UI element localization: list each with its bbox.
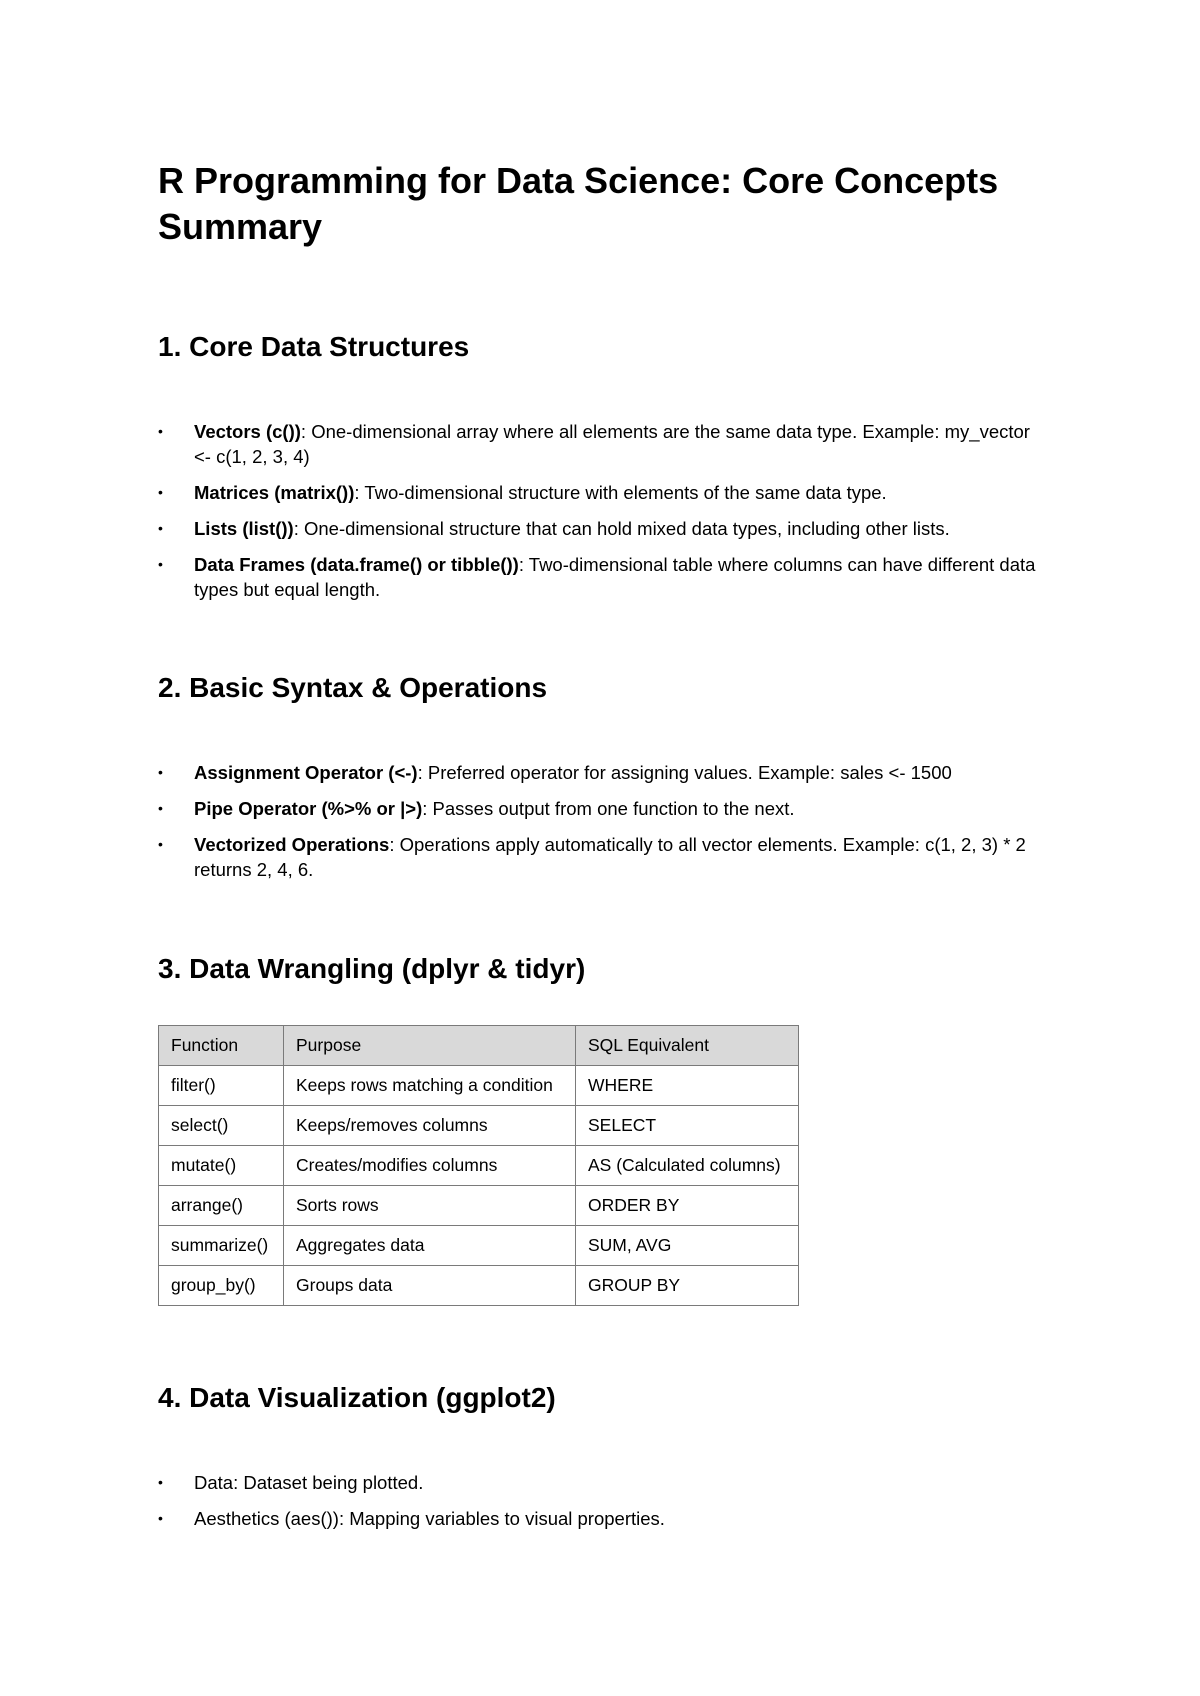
table-cell: SUM, AVG	[576, 1226, 799, 1266]
list-item-text: : Two-dimensional structure with elements of the same data type.	[354, 482, 887, 503]
list-item	[158, 480, 1038, 505]
section-heading-data-wrangling: 3. Data Wrangling (dplyr & tidyr)	[158, 953, 586, 984]
list-item	[158, 419, 1038, 469]
section-heading-data-visualization: 4. Data Visualization (ggplot2)	[158, 1382, 556, 1413]
list-item-term: Vectorized Operations	[194, 834, 390, 855]
table-cell: Keeps rows matching a condition	[284, 1066, 576, 1106]
table-cell: Creates/modifies columns	[284, 1146, 576, 1186]
table-cell: summarize()	[159, 1226, 284, 1266]
table-cell: mutate()	[159, 1146, 284, 1186]
list-item-term: Data Frames (data.frame() or tibble())	[194, 554, 519, 575]
table-cell: Sorts rows	[284, 1186, 576, 1226]
bullet-icon: •	[158, 764, 163, 780]
bullet-icon: •	[158, 484, 163, 500]
bullet-icon: •	[158, 1474, 163, 1490]
table-row	[159, 1106, 799, 1146]
list-item-term: Assignment Operator (<-)	[194, 762, 418, 783]
table-row	[159, 1226, 799, 1266]
list-item-term: Pipe Operator (%>% or |>)	[194, 798, 423, 819]
table-row	[159, 1186, 799, 1226]
section-heading-core-data-structures: 1. Core Data Structures	[158, 331, 470, 362]
list-item	[158, 516, 1038, 541]
table-row	[159, 1066, 799, 1106]
table-cell: AS (Calculated columns)	[576, 1146, 799, 1186]
list-item	[158, 832, 1038, 882]
list-item	[158, 796, 1038, 821]
list-item-term: Matrices (matrix())	[194, 482, 355, 503]
table-row	[159, 1266, 799, 1306]
bullet-icon: •	[158, 800, 163, 816]
bullet-icon: •	[158, 423, 163, 439]
list-item-term: Vectors (c())	[194, 421, 301, 442]
list-item-term: Lists (list())	[194, 518, 294, 539]
list-item	[158, 1506, 1038, 1531]
bullet-icon: •	[158, 1510, 163, 1526]
table-cell: group_by()	[159, 1266, 284, 1306]
list-item	[158, 760, 1038, 785]
core-data-structures-list	[158, 419, 1038, 613]
list-item-text: : Operations apply automatically to all vector elements. Example: c(1, 2, 3) * 2 returns 2, 4, 6.	[194, 834, 1026, 880]
list-item-text: : Passes output from one function to the next.	[422, 798, 795, 819]
table-cell: ORDER BY	[576, 1186, 799, 1226]
table-cell: Groups data	[284, 1266, 576, 1306]
column-header: Function	[159, 1026, 284, 1066]
list-item-text: : One-dimensional structure that can hold mixed data types, including other lists.	[293, 518, 950, 539]
list-item-text: : Preferred operator for assigning values. Example: sales <- 1500	[417, 762, 952, 783]
column-header: Purpose	[284, 1026, 576, 1066]
basic-syntax-list	[158, 760, 1038, 893]
list-item-text: : Two-dimensional table where columns can have different data types but equal length.	[194, 554, 1036, 600]
table-header-row	[159, 1026, 799, 1066]
table-cell: Keeps/removes columns	[284, 1106, 576, 1146]
column-header: SQL Equivalent	[576, 1026, 799, 1066]
table-cell: GROUP BY	[576, 1266, 799, 1306]
table-cell: arrange()	[159, 1186, 284, 1226]
table-cell: Aggregates data	[284, 1226, 576, 1266]
table-cell: filter()	[159, 1066, 284, 1106]
table-cell: select()	[159, 1106, 284, 1146]
bullet-icon: •	[158, 836, 163, 852]
list-item-text: Aesthetics (aes()): Mapping variables to visual properties.	[194, 1508, 665, 1529]
table-cell: SELECT	[576, 1106, 799, 1146]
list-item	[158, 552, 1038, 602]
list-item-text: Data: Dataset being plotted.	[194, 1472, 424, 1493]
bullet-icon: •	[158, 556, 163, 572]
bullet-icon: •	[158, 520, 163, 536]
table-cell: WHERE	[576, 1066, 799, 1106]
list-item-text: : One-dimensional array where all elements are the same data type. Example: my_vector <- c(1, 2, 3, 4)	[194, 421, 1030, 467]
page-title: R Programming for Data Science: Core Concepts Summary	[158, 160, 999, 247]
list-item	[158, 1470, 1038, 1495]
dplyr-functions-table	[158, 1025, 799, 1306]
section-heading-basic-syntax: 2. Basic Syntax & Operations	[158, 672, 548, 703]
data-visualization-list	[158, 1470, 1038, 1542]
table-row	[159, 1146, 799, 1186]
